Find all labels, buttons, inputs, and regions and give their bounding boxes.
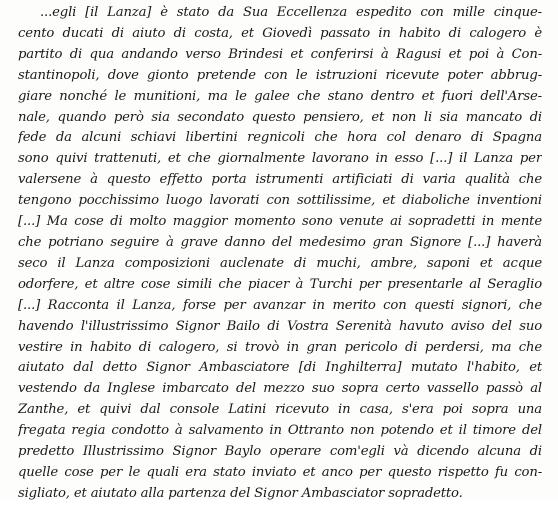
- text-line-8: sono quivi trattenuti, et che giornalmente lavorano in esso [...] il Lanza per: [18, 151, 542, 167]
- text-line-16: havendo l'illustrissimo Signor Bailo di Vostra Serenità havuto aviso del suo: [18, 318, 542, 334]
- text-line-11: [...] Ma cose di molto maggior momento sono venute ai sopradetti in mente: [18, 214, 542, 230]
- text-line-24: sigliato, et aiutato alla partenza del Signor Ambasciator sopradetto.: [18, 485, 463, 501]
- text-line-19: vestendo da Inglese imbarcato del mezzo suo sopra certo vassello passò al: [18, 381, 542, 397]
- text-line-17: vestire in habito di calogero, si trovò in gran pericolo di perdersi, ma che: [18, 339, 542, 355]
- quoted-text-block: [18, 3, 542, 505]
- text-line-13: seco il Lanza composizioni auclenate di muchi, ambre, saponi et acque: [18, 255, 542, 271]
- text-line-12: che potriano seguire à grave danno del medesimo gran Signore [...] haverà: [18, 234, 542, 250]
- text-line-14: odorfere, et altre cose simili che piacer à Turchi per presentarle al Seraglio: [18, 276, 542, 292]
- text-line-21: fregata regia condotto à salvamento in Ottranto non potendo et il timore del: [18, 423, 542, 439]
- text-line-7: fede da alcuni schiavi libertini regnicoli che hora col denaro di Spagna: [18, 130, 542, 146]
- text-line-9: valersene à questo effetto porta istrumenti artificiati di varia qualità che: [18, 172, 542, 188]
- text-line-15: [...] Racconta il Lanza, forse per avanzar in merito con questi signori, che: [18, 297, 542, 313]
- text-line-20: Zanthe, et quivi dal console Latini ricevuto in casa, s'era poi sopra una: [18, 402, 542, 418]
- text-line-22: predetto Illustrissimo Signor Baylo operare com'egli và dicendo alcuna di: [18, 444, 542, 460]
- text-line-10: tengono pocchissimo luogo lavorati con sottilissime, et diaboliche inventioni: [18, 193, 542, 209]
- text-line-4: stantinopoli, dove gionto pretende con le istruzioni ricevute poter abbrug-: [18, 67, 542, 83]
- text-line-2: cento ducati di aiuto di costa, et Giovedì passato in habito di calogero è: [18, 25, 542, 41]
- text-line-6: nale, quando però sia secondato questo pensiero, et non li sia mancato di: [18, 109, 542, 125]
- text-line-18: aiutato dal detto Signor Ambasciatore [di Inghilterra] mutato l'habito, et: [18, 360, 542, 376]
- text-line-23: quelle cose per le quali era stato inviato et anco per questo rispetto fu con-: [18, 464, 542, 480]
- text-line-1: ...egli [il Lanza] è stato da Sua Eccellenza espedito con mille cinque-: [40, 5, 542, 20]
- text-line-5: giare nonché le munitioni, ma le galee che stano dentro et fuori dell'Arse-: [18, 88, 542, 104]
- text-line-3: partito di qua andando verso Brindesi et conferirsi à Ragusi et poi à Con-: [18, 46, 542, 62]
